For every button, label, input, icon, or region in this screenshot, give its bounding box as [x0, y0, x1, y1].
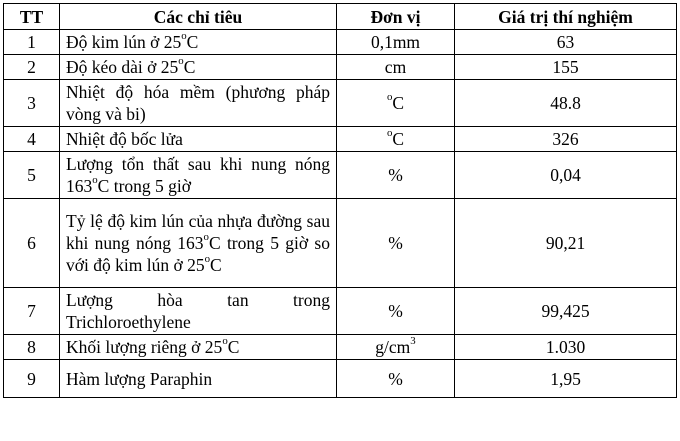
indicator-cell: Hàm lượng Paraphin	[60, 360, 337, 398]
indicator-cell: Độ kim lún ở 25$^o$C	[60, 30, 337, 55]
row-number: 4	[4, 127, 60, 152]
table-row	[4, 30, 677, 55]
indicator-cell: Nhiệt độ bốc lửa	[60, 127, 337, 152]
table-row	[4, 360, 677, 398]
value-cell: 48.8	[455, 80, 677, 127]
unit-cell: %	[337, 360, 455, 398]
row-number: 1	[4, 30, 60, 55]
row-number: 6	[4, 199, 60, 288]
header-row	[4, 4, 677, 30]
value-cell: 326	[455, 127, 677, 152]
unit-cell: 0,1mm	[337, 30, 455, 55]
unit-cell: %	[337, 288, 455, 335]
table-row	[4, 55, 677, 80]
header-value: Giá trị thí nghiệm	[455, 4, 677, 30]
table-row	[4, 335, 677, 360]
table-row	[4, 199, 677, 288]
value-cell: 0,04	[455, 152, 677, 199]
value-cell: 90,21	[455, 199, 677, 288]
indicator-cell: Tỷ lệ độ kim lún của nhựa đường sau khi nung nóng 163$^o$C trong 5 giờ so với độ kim lún ở 25$^o$C	[60, 199, 337, 288]
header-indicator: Các chỉ tiêu	[60, 4, 337, 30]
properties-table	[3, 3, 677, 398]
indicator-cell: Lượng tổn thất sau khi nung nóng 163$^o$C trong 5 giờ	[60, 152, 337, 199]
row-number: 8	[4, 335, 60, 360]
unit-cell: $g/cm^3$	[337, 335, 455, 360]
value-cell: 1,95	[455, 360, 677, 398]
value-cell: 1.030	[455, 335, 677, 360]
value-cell: 155	[455, 55, 677, 80]
unit-cell: $^o$C	[337, 80, 455, 127]
value-cell: 99,425	[455, 288, 677, 335]
row-number: 9	[4, 360, 60, 398]
table-row	[4, 127, 677, 152]
header-unit: Đơn vị	[337, 4, 455, 30]
unit-cell: %	[337, 199, 455, 288]
indicator-cell: Độ kéo dài ở 25$^o$C	[60, 55, 337, 80]
unit-cell: %	[337, 152, 455, 199]
indicator-cell: Khối lượng riêng ở 25$^o$C	[60, 335, 337, 360]
header-tt: TT	[4, 4, 60, 30]
row-number: 7	[4, 288, 60, 335]
indicator-cell: Lượng hòa tan trong Trichloroethylene	[60, 288, 337, 335]
unit-cell: $^o$C	[337, 127, 455, 152]
unit-cell: cm	[337, 55, 455, 80]
table-row	[4, 152, 677, 199]
row-number: 5	[4, 152, 60, 199]
row-number: 2	[4, 55, 60, 80]
indicator-cell: Nhiệt độ hóa mềm (phương pháp vòng và bi)	[60, 80, 337, 127]
row-number: 3	[4, 80, 60, 127]
value-cell: 63	[455, 30, 677, 55]
table-row	[4, 288, 677, 335]
table-row	[4, 80, 677, 127]
